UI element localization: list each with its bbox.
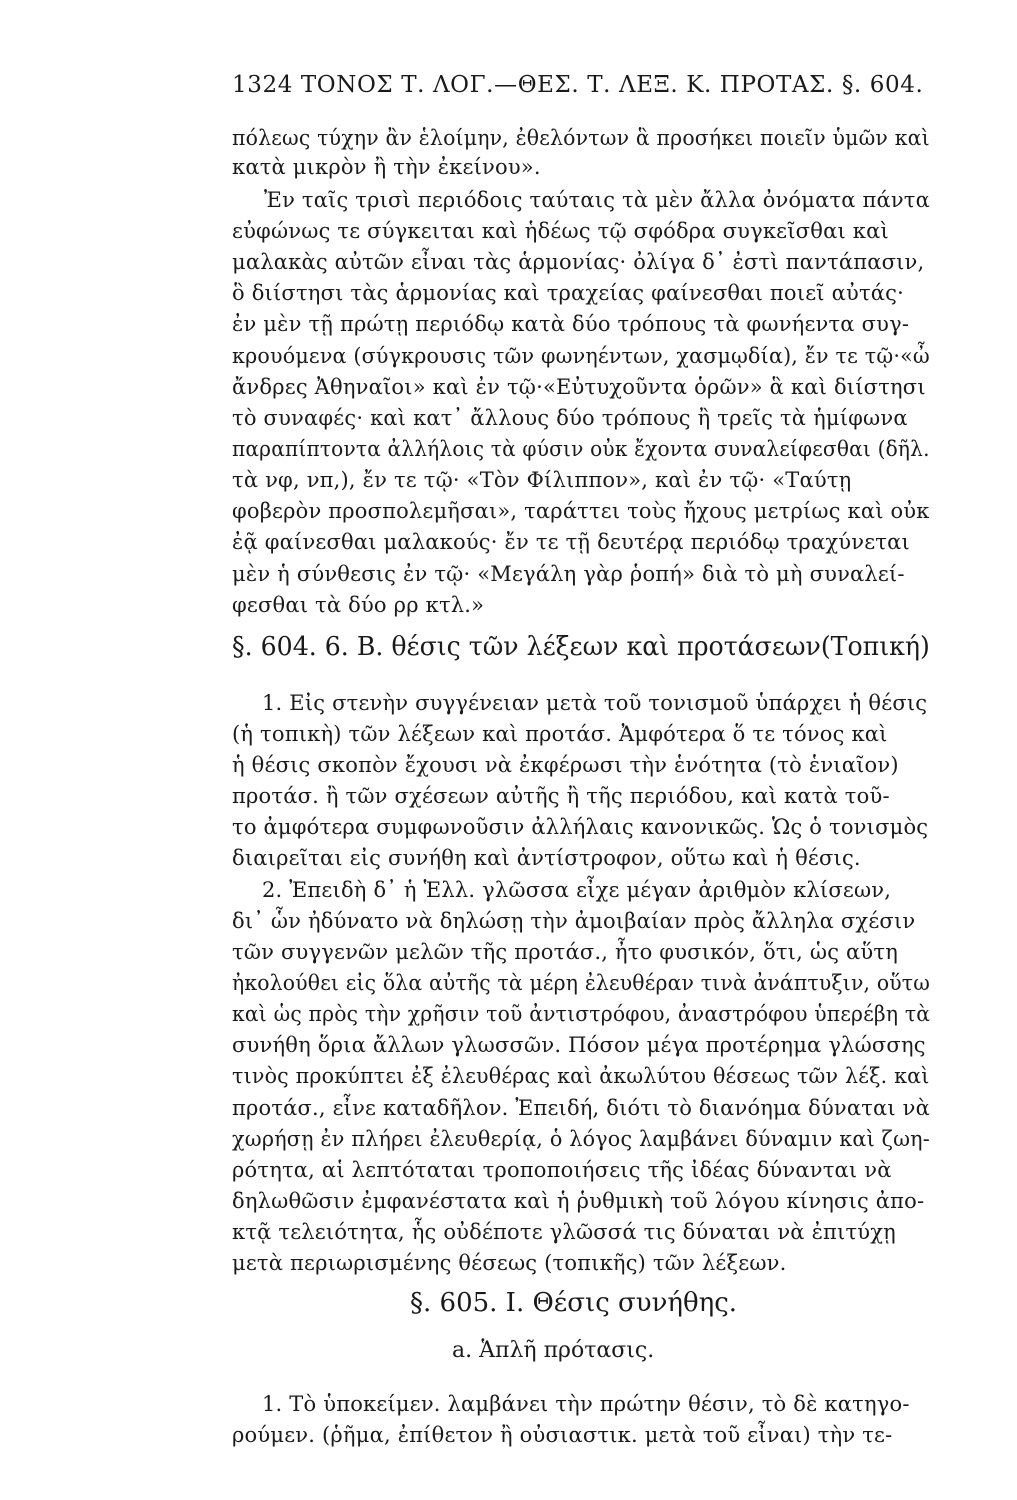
text-line: τὸ συναφές· καὶ κατ᾽ ἄλλους δύο τρόπους ἢ τρεῖς τὰ ἡμίφωνα bbox=[232, 406, 908, 430]
text-line: 1. Εἰς στενὴν συγγένειαν μετὰ τοῦ τονισμοῦ ὑπάρχει ἡ θέσις bbox=[262, 691, 928, 715]
text-line: 1. Τὸ ὑποκείμεν. λαμβάνει τὴν πρώτην θέσιν, τὸ δὲ κατηγο- bbox=[262, 1392, 910, 1416]
text-line: τινὸς προκύπτει ἐξ ἐλευθέρας καὶ ἀκωλύτου θέσεως τῶν λέξ. καὶ bbox=[232, 1064, 930, 1088]
text-line: μαλακὰς αὐτῶν εἶναι τὰς ἁρμονίας· ὀλίγα δ᾽ ἐστὶ παντάπασιν, bbox=[232, 250, 925, 274]
page-header: 1324 ΤΟΝΟΣ Τ. ΛΟΓ.—ΘΕΣ. Τ. ΛΕΞ. Κ. ΠΡΟΤΑΣ. §. 604. bbox=[232, 72, 924, 98]
text-line: μετὰ περιωρισμένης θέσεως (τοπικῆς) τῶν λέξεων. bbox=[232, 1251, 787, 1275]
text-line: συνήθη ὅρια ἄλλων γλωσσῶν. Πόσον μέγα προτέρημα γλώσσης bbox=[232, 1033, 926, 1057]
text-line: το ἀμφότερα συμφωνοῦσιν ἀλλήλαις κανονικῶς. Ὡς ὁ τονισμὸς bbox=[232, 815, 929, 839]
text-line: φεσθαι τὰ δύο ρρ κτλ.» bbox=[232, 593, 485, 617]
text-line: 2. Ἐπειδὴ δ᾽ ἡ Ἑλλ. γλῶσσα εἶχε μέγαν ἀριθμὸν κλίσεων, bbox=[262, 878, 892, 902]
text-line: ἠκολούθει εἰς ὅλα αὐτῆς τὰ μέρη ἐλευθέραν τινὰ ἀνάπτυξιν, οὕτω bbox=[232, 971, 931, 995]
text-line: καὶ ὡς πρὸς τὴν χρῆσιν τοῦ ἀντιστρόφου, ἀναστρόφου ὑπερέβη τὰ bbox=[232, 1002, 931, 1026]
text-line: Ἐν ταῖς τρισὶ περιόδοις ταύταις τὰ μὲν ἄλλα ὀνόματα πάντα bbox=[264, 188, 930, 212]
text-line: ἐᾷ φαίνεσθαι μαλακούς· ἔν τε τῇ δευτέρᾳ περιόδῳ τραχύνεται bbox=[232, 530, 910, 554]
text-line: ρότητα, αἱ λεπτόταται τροποποιήσεις τῆς ἰδέας δύνανται νὰ bbox=[232, 1158, 892, 1182]
text-line: (ἡ τοπικὴ) τῶν λέξεων καὶ προτάσ. Ἀμφότερα ὅ τε τόνος καὶ bbox=[232, 722, 888, 746]
text-line: δι᾽ ὧν ἠδύνατο νὰ δηλώσῃ τὴν ἀμοιβαίαν πρὸς ἄλληλα σχέσιν bbox=[232, 909, 916, 933]
text-line: χωρήσῃ ἐν πλήρει ἐλευθερίᾳ, ὁ λόγος λαμβάνει δύναμιν καὶ ζωη- bbox=[232, 1127, 930, 1151]
text-line: τῶν συγγενῶν μελῶν τῆς προτάσ., ἦτο φυσικόν, ὅτι, ὡς αὕτη bbox=[232, 940, 898, 964]
text-line: δηλωθῶσιν ἐμφανέστατα καὶ ἡ ῥυθμικὴ τοῦ λόγου κίνησις ἀπο- bbox=[232, 1189, 925, 1213]
text-line: πόλεως τύχην ἂν ἑλοίμην, ἐθελόντων ἃ προσήκει ποιεῖν ὑμῶν καὶ bbox=[232, 126, 930, 150]
text-line: προτάσ., εἶνε καταδῆλον. Ἐπειδή, διότι τὸ διανόημα δύναται νὰ bbox=[232, 1096, 930, 1120]
text-line: παραπίπτοντα ἀλλήλοις τὰ φύσιν οὐκ ἔχοντα συναλείφεσθαι (δῆλ. bbox=[232, 437, 930, 461]
subsection-heading: a. Ἁπλῆ πρότασις. bbox=[452, 1338, 655, 1363]
text-line: κρουόμενα (σύγκρουσις τῶν φωνηέντων, χασμῳδία), ἔν τε τῷ·«ὦ bbox=[232, 344, 930, 368]
text-line: εὐφώνως τε σύγκειται καὶ ἡδέως τῷ σφόδρα συγκεῖσθαι καὶ bbox=[232, 219, 889, 243]
text-line: ἡ θέσις σκοπὸν ἔχουσι νὰ ἐκφέρωσι τὴν ἑνότητα (τὸ ἑνιαῖον) bbox=[232, 753, 899, 777]
text-line: φοβερὸν προσπολεμῆσαι», ταράττει τοὺς ἤχους μετρίως καὶ οὐκ bbox=[232, 499, 930, 523]
text-line: μὲν ἡ σύνθεσις ἐν τῷ· «Μεγάλη γὰρ ῥοπή» διὰ τὸ μὴ συναλεί- bbox=[232, 562, 905, 586]
section-heading-605: §. 605. Ι. Θέσις συνήθης. bbox=[410, 1288, 738, 1318]
text-line: διαιρεῖται εἰς συνήθη καὶ ἀντίστροφον, οὕτω καὶ ἡ θέσις. bbox=[232, 846, 861, 870]
text-line: προτάσ. ἢ τῶν σχέσεων αὐτῆς ἢ τῆς περιόδου, καὶ κατὰ τοῦ- bbox=[232, 784, 890, 808]
text-line: ρούμεν. (ῥῆμα, ἐπίθετον ἢ οὐσιαστικ. μετὰ τοῦ εἶναι) τὴν τε- bbox=[232, 1423, 893, 1447]
text-line: ἐν μὲν τῇ πρώτῃ περιόδῳ κατὰ δύο τρόπους τὰ φωνήεντα συγ- bbox=[232, 312, 910, 336]
text-line: τὰ νφ, νπ,), ἔν τε τῷ· «Τὸν Φίλιππον», καὶ ἐν τῷ· «Ταύτῃ bbox=[232, 468, 852, 492]
text-line: ὃ διίστησι τὰς ἁρμονίας καὶ τραχείας φαίνεσθαι ποιεῖ αὐτάς· bbox=[232, 281, 904, 305]
text-line: ἄνδρες Ἀθηναῖοι» καὶ ἐν τῷ·«Εὐτυχοῦντα ὁρῶν» ἃ καὶ διίστησι bbox=[232, 375, 926, 399]
section-heading-604: §. 604. 6. Β. θέσις τῶν λέξεων καὶ προτάσεων(Τοπική) bbox=[232, 632, 930, 662]
text-line: κατὰ μικρὸν ἢ τὴν ἐκείνου». bbox=[232, 155, 541, 179]
text-line: κτᾷ τελειότητα, ἧς οὐδέποτε γλῶσσά τις δύναται νὰ ἐπιτύχῃ bbox=[232, 1220, 896, 1244]
